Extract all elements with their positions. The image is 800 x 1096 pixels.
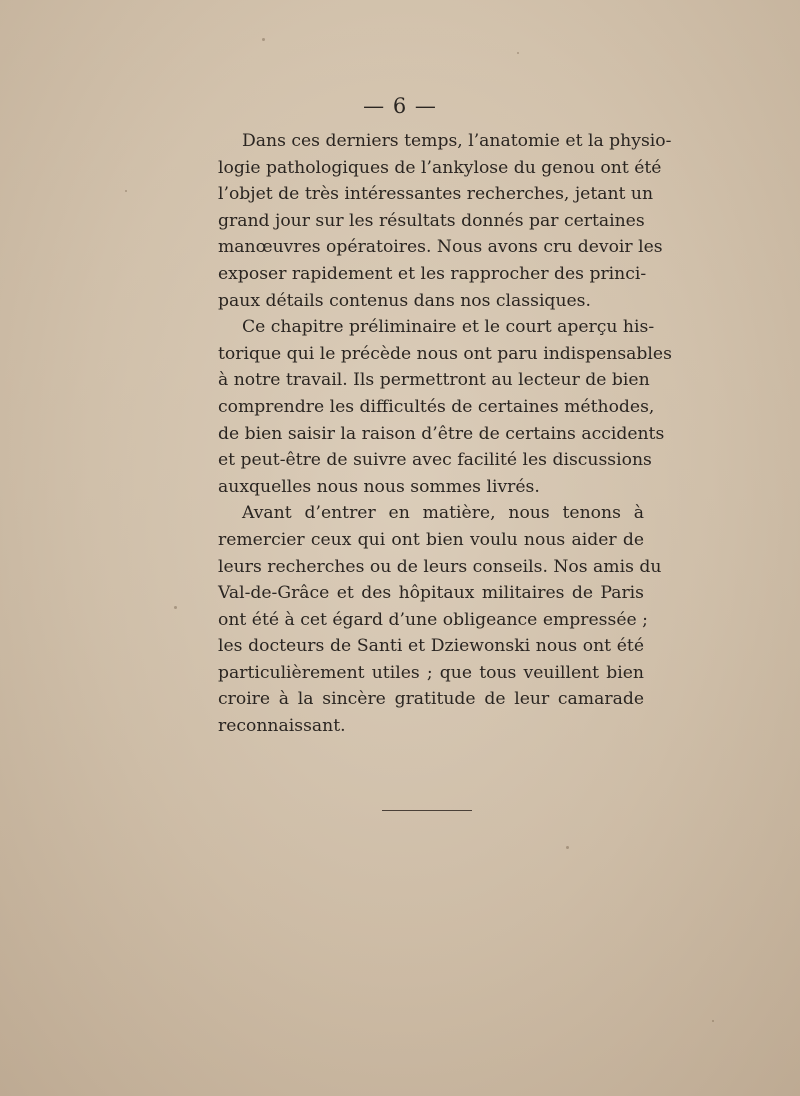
text-line: reconnaissant. (218, 716, 346, 737)
text-line: paux détails contenus dans nos classiques. (218, 290, 591, 311)
paper-speck (566, 846, 569, 849)
text-line: auxquelles nous nous sommes livrés. (218, 476, 540, 497)
body-text (218, 128, 672, 740)
text-line: à notre travail. Ils permettront au lecteur de bien (218, 370, 650, 391)
text-line: Val-de-Grâce et des hôpitaux militaires de Paris (218, 583, 644, 604)
text-line: et peut-être de suivre avec facilité les discussions (218, 450, 652, 471)
text-line: comprendre les difficultés de certaines méthodes, (218, 396, 655, 417)
text-line: torique qui le précède nous ont paru indispensables (218, 343, 672, 364)
page-number: — 6 — (363, 94, 437, 118)
text-line: Avant d’entrer en matière, nous tenons à (242, 503, 644, 524)
text-line: de bien saisir la raison d’être de certains accidents (218, 423, 665, 444)
text-line: grand jour sur les résultats donnés par certaines (218, 210, 645, 231)
text-line: leurs recherches ou de leurs conseils. Nos amis du (218, 556, 662, 577)
text-line: remercier ceux qui ont bien voulu nous aider de (218, 529, 644, 550)
text-line: ont été à cet égard d’une obligeance empressée ; (218, 609, 648, 630)
text-line: exposer rapidement et les rapprocher des princi- (218, 263, 647, 284)
text-line: manœuvres opératoires. Nous avons cru devoir les (218, 237, 663, 258)
text-line: Dans ces derniers temps, l’anatomie et la physio- (242, 131, 672, 151)
text-line: logie pathologiques de l’ankylose du genou ont été (218, 157, 662, 178)
paper-speck (125, 190, 127, 192)
text-line: les docteurs de Santi et Dziewonski nous ont été (218, 636, 644, 657)
text-line: Ce chapitre préliminaire et le court aperçu his- (242, 317, 655, 338)
paper-speck (262, 38, 265, 41)
text-line: croire à la sincère gratitude de leur camarade (218, 689, 644, 710)
paper-speck (174, 606, 177, 609)
section-divider (382, 810, 472, 811)
text-line: particulièrement utiles ; que tous veuillent bien (218, 662, 644, 683)
paper-speck (517, 52, 519, 54)
text-line: l’objet de très intéressantes recherches, jetant un (218, 184, 654, 205)
paper-speck (712, 1020, 714, 1022)
